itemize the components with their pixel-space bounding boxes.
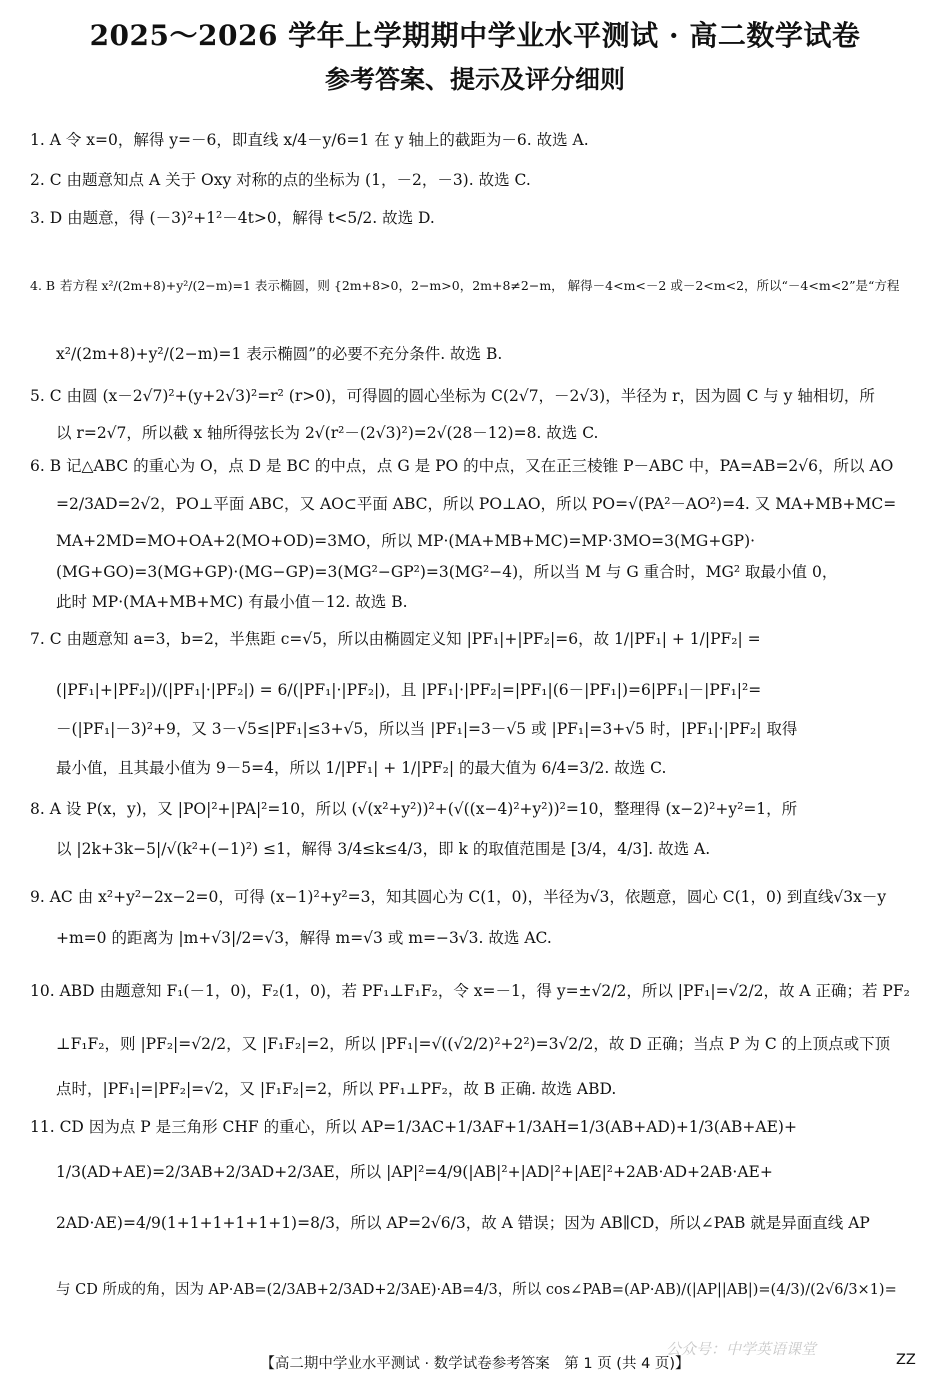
answer-7-line-3: －(|PF₁|－3)²+9，又 3－√5≤|PF₁|≤3+√5，所以当 |PF₁|=3－√5 或 |PF₁|=3+√5 时，|PF₁|·|PF₂| 取得 (56, 720, 798, 738)
answer-text: 由题意，得 (－3)²+1²－4t>0，解得 t<5/2. 故选 D. (67, 209, 435, 227)
answer-text: 由圆 (x－2√7)²+(y+2√3)²=r² (r>0)，可得圆的圆心坐标为 C(2√7，－2√3)，半径为 r，因为圆 C 与 y 轴相切，所 (66, 387, 875, 405)
answer-number: 4. B (30, 278, 56, 293)
answer-text: 由题意知 a=3，b=2，半焦距 c=√5，所以由椭圆定义知 |PF₁|+|PF₂|=6，故 1/|PF₁| + 1/|PF₂| = (66, 630, 761, 648)
answer-4 (30, 276, 920, 296)
answer-number: 1. A (30, 131, 61, 149)
answer-number: 5. C (30, 387, 62, 405)
answer-number: 6. B (30, 457, 62, 475)
answer-number: 11. CD (30, 1118, 84, 1136)
answer-number: 8. A (30, 800, 61, 818)
answer-8-line-2: 以 |2k+3k−5|/√(k²+(−1)²) ≤1，解得 3/4≤k≤4/3，即 k 的取值范围是 [3/4，4/3]. 故选 A. (56, 840, 711, 858)
answer-11 (30, 1117, 920, 1137)
answer-7 (30, 629, 920, 649)
answer-5-line-2: 以 r=2√7，所以截 x 轴所得弦长为 2√(r²－(2√3)²)=2√(28－12)=8. 故选 C. (56, 424, 599, 442)
answer-11-line-3: 2AD·AE)=4/9(1+1+1+1+1+1)=8/3，所以 AP=2√6/3，故 A 错误；因为 AB∥CD，所以∠PAB 就是异面直线 AP (56, 1214, 870, 1232)
answer-11-line-4: 与 CD 所成的角，因为 AP·AB=(2/3AB+2/3AD+2/3AE)·AB=4/3，所以 cos∠PAB=(AP·AB)/(|AP||AB|)=(4/3)/(2√6/3×1)= (56, 1282, 897, 1298)
watermark: 公众号：中学英语课堂 (666, 1340, 817, 1358)
answer-text: 设 P(x，y)，又 |PO|²+|PA|²=10，所以 (√(x²+y²))²+(√((x−4)²+y²))²=10，整理得 (x−2)²+y²=1，所 (65, 800, 798, 818)
answer-2 (30, 170, 920, 190)
answer-6-line-5: 此时 MP·(MA+MB+MC) 有最小值－12. 故选 B. (56, 593, 408, 611)
answer-1 (30, 130, 920, 150)
answer-6-line-3: MA+2MD=MO+OA+2(MO+OD)=3MO，所以 MP·(MA+MB+MC)=MP·3MO=3(MG+GP)· (56, 532, 756, 550)
answer-text: 若方程 x²/(2m+8)+y²/(2−m)=1 表示椭圆，则 {2m+8>0，2−m>0，2m+8≠2−m， 解得－4<m<－2 或－2<m<2，所以“－4<m<2”是“方程 (59, 278, 900, 293)
answer-11-line-2: 1/3(AD+AE)=2/3AB+2/3AD+2/3AE，所以 |AP|²=4/9(|AB|²+|AD|²+|AE|²+2AB·AD+2AB·AE+ (56, 1163, 773, 1181)
answer-text: 由 x²+y²−2x−2=0，可得 (x−1)²+y²=3，知其圆心为 C(1，0)，半径为√3，依题意，圆心 C(1，0) 到直线√3x－y (77, 888, 887, 906)
answer-number: 2. C (30, 171, 62, 189)
answer-3 (30, 208, 920, 228)
answer-8 (30, 799, 920, 819)
answer-number: 3. D (30, 209, 63, 227)
answer-10-line-3: 点时，|PF₁|=|PF₂|=√2，又 |F₁F₂|=2，所以 PF₁⊥PF₂，故 B 正确. 故选 ABD. (56, 1080, 617, 1098)
answer-6-line-2: =2/3AD=2√2，PO⊥平面 ABC，又 AO⊂平面 ABC，所以 PO⊥AO，所以 PO=√(PA²－AO²)=4. 又 MA+MB+MC= (56, 495, 897, 513)
answer-number: 7. C (30, 630, 62, 648)
answer-10 (30, 981, 920, 1001)
answer-5 (30, 386, 920, 406)
answer-9-line-2: +m=0 的距离为 |m+√3|/2=√3，解得 m=√3 或 m=−3√3. 故选 AC. (56, 929, 552, 947)
answer-text: 因为点 P 是三角形 CHF 的重心，所以 AP=1/3AC+1/3AF+1/3AH=1/3(AB+AD)+1/3(AB+AE)+ (88, 1118, 797, 1136)
answer-10-line-2: ⊥F₁F₂，则 |PF₂|=√2/2，又 |F₁F₂|=2，所以 |PF₁|=√((√2/2)²+2²)=3√2/2，故 D 正确；当点 P 为 C 的上顶点或下顶 (56, 1035, 891, 1053)
answer-6 (30, 456, 920, 476)
page-subtitle: 参考答案、提示及评分细则 (324, 65, 625, 94)
answer-4-line-2: x²/(2m+8)+y²/(2−m)=1 表示椭圆”的必要不充分条件. 故选 B. (56, 345, 503, 363)
answer-text: 令 x=0，解得 y=－6，即直线 x/4－y/6=1 在 y 轴上的截距为－6. 故选 A. (65, 131, 589, 149)
answer-7-line-4: 最小值，且其最小值为 9－5=4，所以 1/|PF₁| + 1/|PF₂| 的最大值为 6/4=3/2. 故选 C. (56, 759, 667, 777)
page-footer: 【高二期中学业水平测试 · 数学试卷参考答案 第 1 页 (共 4 页)】 (260, 1356, 690, 1372)
answer-text: 由题意知点 A 关于 Oxy 对称的点的坐标为 (1，－2，－3). 故选 C. (66, 171, 531, 189)
answer-9 (30, 887, 920, 907)
answer-text: 记△ABC 的重心为 O，点 D 是 BC 的中点，点 G 是 PO 的中点，又在正三棱锥 P－ABC 中，PA=AB=2√6，所以 AO (66, 457, 894, 475)
page-title: 2025～2026 学年上学期期中学业水平测试 · 高二数学试卷 (89, 19, 861, 52)
answer-number: 10. ABD (30, 982, 95, 1000)
answer-7-line-2: (|PF₁|+|PF₂|)/(|PF₁|·|PF₂|) = 6/(|PF₁|·|PF₂|)，且 |PF₁|·|PF₂|=|PF₁|(6－|PF₁|)=6|PF₁|－|PF₁|²= (56, 681, 762, 699)
answer-number: 9. AC (30, 888, 73, 906)
answer-6-line-4: (MG+GO)=3(MG+GP)·(MG−GP)=3(MG²−GP²)=3(MG²−4)，所以当 M 与 G 重合时，MG² 取最小值 0， (56, 563, 838, 581)
footer-code: ZZ (896, 1352, 916, 1368)
answer-text: 由题意知 F₁(－1，0)，F₂(1，0)，若 PF₁⊥F₁F₂，令 x=－1，得 y=±√2/2，所以 |PF₁|=√2/2，故 A 正确；若 PF₂ (99, 982, 910, 1000)
